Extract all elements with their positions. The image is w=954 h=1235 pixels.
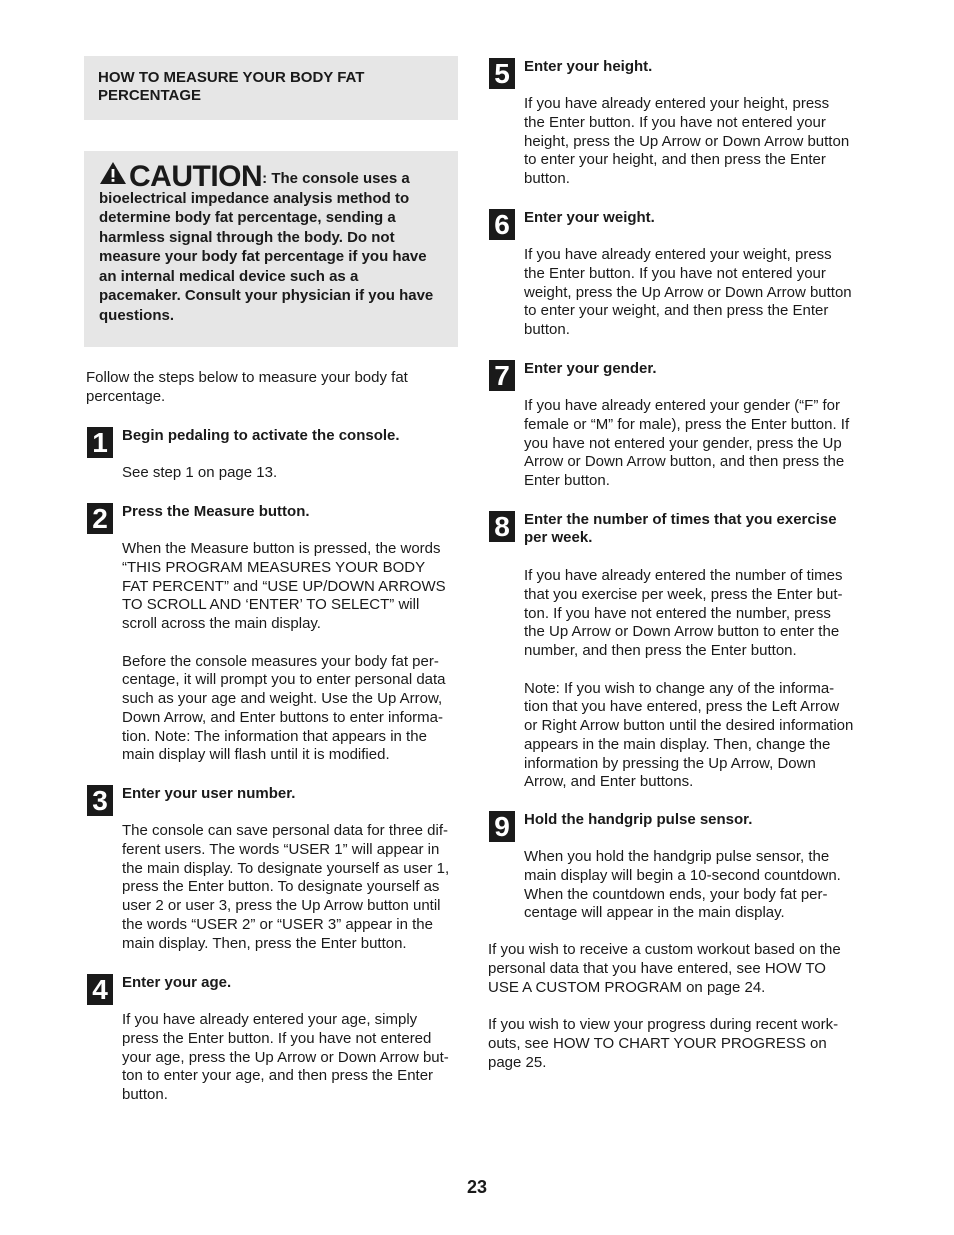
step-body: The console can save personal data for three dif- ferent users. The words “USER 1” will appear in the main display. To designate yourself as user 1, press the Enter button. To designate yourself as user 2 or user 3, press the Up Arrow button until the words “USER 2” or “USER 3” appear in the main display. Then, press the Enter button. xyxy=(122,822,450,952)
step-body: See step 1 on page 13. xyxy=(122,464,278,481)
caution-text: : The console uses a bioelectrical impedance analysis method to determine body fat percentage, sending a harmless signal through the body. Do not measure your body fat percentage if you have an internal medical device such as a pacemaker. Consult your physician if you have questions. xyxy=(99,170,434,324)
step-number: 2 xyxy=(87,503,113,534)
step-number: 9 xyxy=(489,811,515,842)
closing-paragraph-custom-program: If you wish to receive a custom workout based on the personal data that you have entered, see HOW TO USE A CUSTOM PROGRAM on page 24. xyxy=(488,941,841,996)
caution-box xyxy=(84,151,458,347)
step-title: Enter your gender. xyxy=(524,360,657,377)
step-body: If you have already entered your weight, press the Enter button. If you have not entered your weight, press the Up Arrow or Down Arrow button to enter your weight, and then press the Enter button. xyxy=(524,246,852,338)
intro-paragraph: Follow the steps below to measure your body fat percentage. xyxy=(86,369,408,405)
page-number: 23 xyxy=(466,1177,488,1197)
step-title: Enter your height. xyxy=(524,58,653,75)
step-number: 8 xyxy=(489,511,515,542)
step-title: Press the Measure button. xyxy=(122,503,310,520)
step-number: 1 xyxy=(87,427,113,458)
step-title: Enter the number of times that you exercise per week. xyxy=(524,511,837,546)
caution-label: CAUTION xyxy=(129,160,263,193)
step-body: If you have already entered your gender (“F” for female or “M” for male), press the Enter button. If you have not entered your gender, press the Up Arrow or Down Arrow button, and then press the Enter button. xyxy=(524,397,850,489)
step-number: 4 xyxy=(87,974,113,1005)
step-title: Enter your age. xyxy=(122,974,232,991)
step-body: If you have already entered your height, press the Enter button. If you have not entered your height, press the Up Arrow or Down Arrow button to enter your height, and then press the Enter button. xyxy=(524,95,850,187)
section-title: HOW TO MEASURE YOUR BODY FAT PERCENTAGE xyxy=(98,69,365,104)
closing-paragraph-chart-progress: If you wish to view your progress during recent work- outs, see HOW TO CHART YOUR PROGRESS on page 25. xyxy=(488,1016,839,1071)
section-heading-box xyxy=(84,56,458,120)
warning-triangle-icon xyxy=(99,161,127,185)
step-title: Enter your weight. xyxy=(524,209,655,226)
step-number: 3 xyxy=(87,785,113,816)
step-body: When you hold the handgrip pulse sensor, the main display will begin a 10-second countdown. When the countdown ends, your body fat per- centage will appear in the main display. xyxy=(524,848,841,922)
step-number: 5 xyxy=(489,58,515,89)
step-title: Hold the handgrip pulse sensor. xyxy=(524,811,753,828)
step-body: If you have already entered the number of times that you exercise per week, press the Enter but- ton. If you have not entered the number, press the Up Arrow or Down Arrow button to enter the number, and then press the Enter button. Note: If you wish to change any of the informa- tion that you have entered, press the Left Arrow or Right Arrow button until the desired information appears in the main display. Then, change the information by pressing the Up Arrow, Down Arrow, and Enter buttons. xyxy=(524,567,854,791)
step-body: When the Measure button is pressed, the words “THIS PROGRAM MEASURES YOUR BODY FAT PERCENT” and “USE UP/DOWN ARROWS TO SCROLL AND ‘ENTER’ TO SELECT” will scroll across the main display. Before the console measures your body fat per- centage, it will prompt you to enter personal data such as your age and weight. Use the Up Arrow, Down Arrow, and Enter buttons to enter informa- tion. Note: The information that appears in the main display will flash until it is modified. xyxy=(122,540,446,764)
step-number: 6 xyxy=(489,209,515,240)
step-body: If you have already entered your age, simply press the Enter button. If you have not entered your age, press the Up Arrow or Down Arrow but- ton to enter your age, and then press the Enter button. xyxy=(122,1011,449,1103)
step-number: 7 xyxy=(489,360,515,391)
step-title: Begin pedaling to activate the console. xyxy=(122,427,400,444)
step-title: Enter your user number. xyxy=(122,785,296,802)
